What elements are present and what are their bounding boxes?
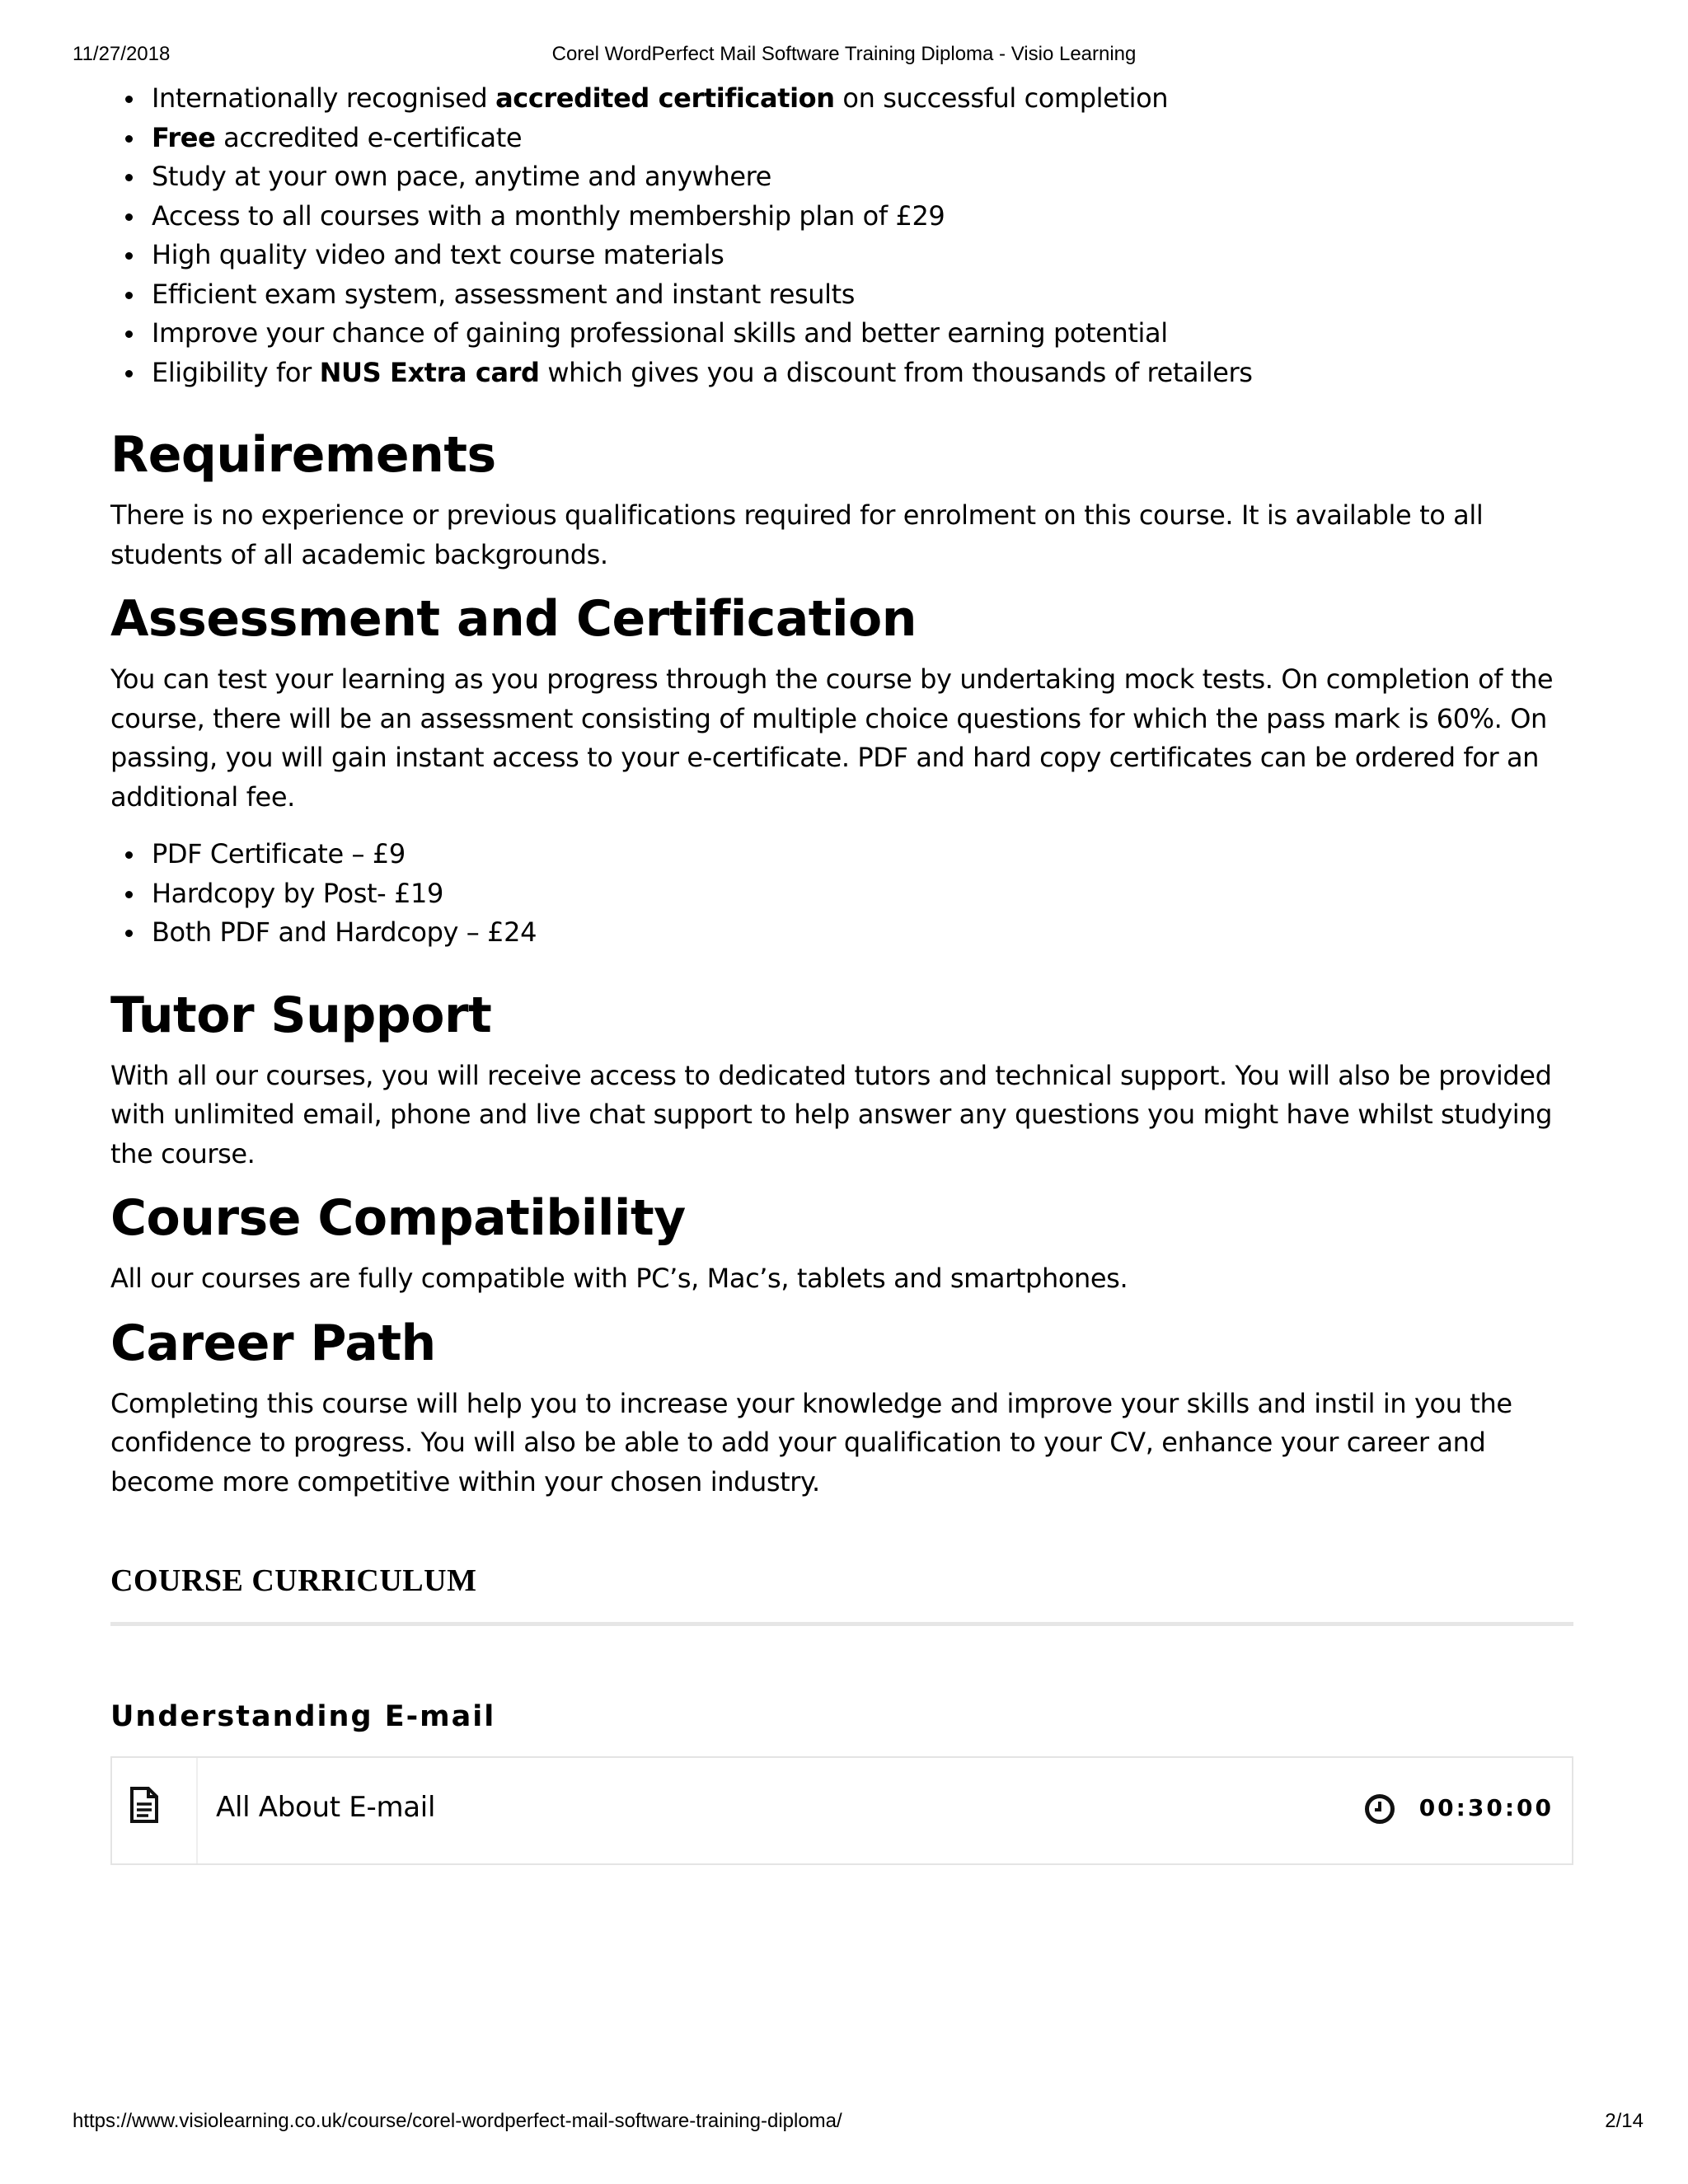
print-header — [0, 43, 1688, 68]
tutor-support-heading: Tutor Support — [110, 986, 492, 1044]
lesson-duration: 00:30:00 — [1418, 1794, 1554, 1821]
requirements-heading: Requirements — [110, 426, 496, 484]
list-item: Study at your own pace, anytime and anywhere — [152, 157, 1573, 197]
curriculum-title: COURSE CURRICULUM — [110, 1563, 477, 1598]
print-url: https://www.visiolearning.co.uk/course/corel-wordperfect-mail-software-training-diploma/ — [73, 2110, 842, 2132]
list-item: Efficient exam system, assessment and instant results — [152, 275, 1573, 315]
benefits-list — [110, 79, 1573, 392]
print-footer — [0, 2110, 1688, 2135]
clock-icon — [1364, 1793, 1395, 1825]
list-item: Access to all courses with a monthly membership plan of £29 — [152, 197, 1573, 237]
list-item: Both PDF and Hardcopy – £24 — [152, 913, 1573, 953]
print-date: 11/27/2018 — [73, 43, 171, 65]
list-item: PDF Certificate – £9 — [152, 835, 1573, 874]
document-icon — [127, 1786, 162, 1824]
list-item: Free accredited e-certificate — [152, 119, 1573, 158]
lesson-row[interactable] — [110, 1756, 1573, 1865]
unit-title: Understanding E-mail — [110, 1700, 496, 1733]
list-item: Hardcopy by Post- £19 — [152, 874, 1573, 914]
compatibility-text: All our courses are fully compatible with PC’s, Mac’s, tablets and smartphones. — [110, 1263, 1128, 1294]
tutor-support-text: With all our courses, you will receive access to dedicated tutors and technical support. You will also be provided with unlimited email, phone and live chat support to help answer any questions you might have whilst studying the course. — [110, 1059, 1553, 1169]
curriculum-divider — [110, 1622, 1573, 1626]
list-item: High quality video and text course materials — [152, 236, 1573, 275]
career-path-heading: Career Path — [110, 1314, 436, 1372]
assessment-heading: Assessment and Certification — [110, 590, 917, 648]
lesson-label[interactable]: All About E-mail — [216, 1791, 436, 1824]
career-path-text: Completing this course will help you to increase your knowledge and improve your skills and instil in you the confidence to progress. You will also be able to add your qualification to your CV, enhance your career and become more competitive within your chosen industry. — [110, 1387, 1512, 1497]
certificate-options-list — [110, 835, 1573, 953]
assessment-text: You can test your learning as you progress through the course by undertaking mock tests. On completion of the course, there will be an assessment consisting of multiple choice questions for which the pass mark is 60%. On passing, you will gain instant access to your e-certificate. PDF and hard copy certificates can be ordered for an additional fee. — [110, 663, 1554, 813]
print-page-title: Corel WordPerfect Mail Software Training Diploma - Visio Learning — [551, 43, 1137, 65]
list-item: Internationally recognised accredited certification on successful completion — [152, 79, 1573, 119]
requirements-text: There is no experience or previous qualifications required for enrolment on this course. It is available to all students of all academic backgrounds. — [110, 499, 1484, 570]
compatibility-heading: Course Compatibility — [110, 1189, 686, 1247]
page-number: 2/14 — [1605, 2110, 1643, 2132]
list-item: Improve your chance of gaining professional skills and better earning potential — [152, 314, 1573, 354]
course-content — [110, 79, 1573, 1888]
list-item: Eligibility for NUS Extra card which gives you a discount from thousands of retailers — [152, 354, 1573, 393]
